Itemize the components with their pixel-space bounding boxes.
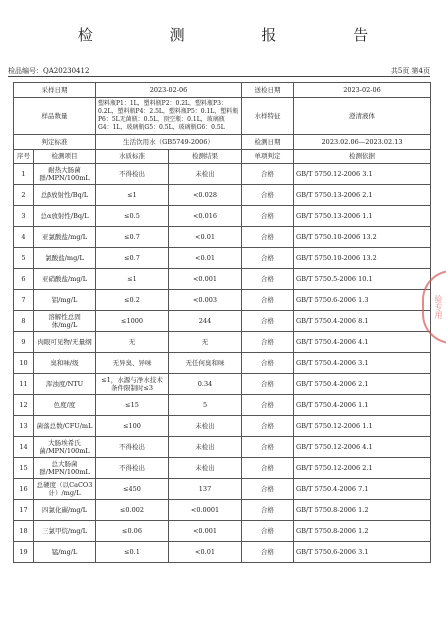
row-result: 无 <box>169 332 242 353</box>
row-item: 色度/度 <box>34 395 96 416</box>
row-method: GB/T 5750.13-2006 1.1 <box>294 206 431 227</box>
row-standard: ≤0.002 <box>96 500 169 521</box>
row-item: 亚氯酸盐/mg/L <box>34 227 96 248</box>
row-result: 244 <box>169 311 242 332</box>
column-header-row <box>14 150 431 164</box>
row-result: <0.001 <box>169 269 242 290</box>
row-standard: 不得检出 <box>96 458 169 479</box>
row-item: 菌落总数/CFU/mL <box>34 416 96 437</box>
sample-qty-value: 塑料瓶P1：1L，塑料瓶P2：0.2L，塑料瓶P3：0.2L，塑料瓶P4：2.5L，塑料瓶P5：0.1L，塑料瓶P6：5L无菌瓶：0.5L，顶空瓶：0.1L，玻璃瓶G4：1L，玻璃瓶G5：0.5L，玻璃瓶G6：0.5L <box>96 98 242 135</box>
table-row <box>14 479 431 500</box>
info-row-standard <box>14 135 431 150</box>
row-standard: ≤1000 <box>96 311 169 332</box>
table-row <box>14 227 431 248</box>
row-result: <0.0001 <box>169 500 242 521</box>
table-row <box>14 185 431 206</box>
row-no: 3 <box>14 206 34 227</box>
row-method: GB/T 5750.5-2006 10.1 <box>294 269 431 290</box>
row-verdict: 合格 <box>242 269 294 290</box>
row-no: 14 <box>14 437 34 458</box>
row-no: 6 <box>14 269 34 290</box>
row-no: 19 <box>14 542 34 563</box>
page-indicator: 共5页 第4页 <box>390 67 430 75</box>
row-no: 5 <box>14 248 34 269</box>
row-method: GB/T 5750.4-2006 4.1 <box>294 332 431 353</box>
table-row <box>14 164 431 185</box>
row-method: GB/T 5750.6-2006 1.3 <box>294 290 431 311</box>
row-item: 三氯甲烷/mg/L <box>34 521 96 542</box>
table-row <box>14 248 431 269</box>
row-item: 氯酸盐/mg/L <box>34 248 96 269</box>
row-result: 未检出 <box>169 458 242 479</box>
row-verdict: 合格 <box>242 542 294 563</box>
seal-text: 验专用 <box>434 295 443 319</box>
row-method: GB/T 5750.12-2006 2.1 <box>294 458 431 479</box>
row-verdict: 合格 <box>242 458 294 479</box>
row-verdict: 合格 <box>242 374 294 395</box>
table-row <box>14 542 431 563</box>
row-method: GB/T 5750.4-2006 7.1 <box>294 479 431 500</box>
row-item: 耐热大肠菌群/MPN/100mL <box>34 164 96 185</box>
row-no: 8 <box>14 311 34 332</box>
row-verdict: 合格 <box>242 227 294 248</box>
sample-number: 检品编号：QA20230412 <box>8 67 90 75</box>
row-no: 15 <box>14 458 34 479</box>
row-result: <0.01 <box>169 542 242 563</box>
row-method: GB/T 5750.12-2006 3.1 <box>294 164 431 185</box>
row-verdict: 合格 <box>242 206 294 227</box>
row-standard: ≤0.06 <box>96 521 169 542</box>
row-verdict: 合格 <box>242 185 294 206</box>
info-row-dates <box>14 83 431 98</box>
row-standard: 不得检出 <box>96 437 169 458</box>
row-standard: ≤450 <box>96 479 169 500</box>
row-result: <0.01 <box>169 248 242 269</box>
row-method: GB/T 5750.6-2006 3.1 <box>294 542 431 563</box>
row-method: GB/T 5750.4-2006 2.1 <box>294 374 431 395</box>
row-verdict: 合格 <box>242 353 294 374</box>
row-standard: ≤15 <box>96 395 169 416</box>
row-result: 未检出 <box>169 164 242 185</box>
row-method: GB/T 5750.12-2006 4.1 <box>294 437 431 458</box>
sampling-date-label: 采样日期 <box>14 83 96 98</box>
info-row-sample <box>14 98 431 135</box>
row-result: <0.028 <box>169 185 242 206</box>
row-no: 9 <box>14 332 34 353</box>
row-result: <0.016 <box>169 206 242 227</box>
row-no: 10 <box>14 353 34 374</box>
row-method: GB/T 5750.10-2006 13.2 <box>294 248 431 269</box>
row-standard: 不得检出 <box>96 164 169 185</box>
row-verdict: 合格 <box>242 500 294 521</box>
row-item: 浑浊度/NTU <box>34 374 96 395</box>
row-item: 总硬度（以CaCO3计）/mg/L <box>34 479 96 500</box>
row-method: GB/T 5750.4-2006 1.1 <box>294 395 431 416</box>
row-no: 16 <box>14 479 34 500</box>
row-verdict: 合格 <box>242 395 294 416</box>
sample-feature-value: 澄清液体 <box>294 98 431 135</box>
row-no: 2 <box>14 185 34 206</box>
row-standard: ≤0.5 <box>96 206 169 227</box>
row-standard: ≤100 <box>96 416 169 437</box>
report-table <box>13 82 431 563</box>
row-verdict: 合格 <box>242 479 294 500</box>
header-divider <box>8 76 430 77</box>
row-no: 12 <box>14 395 34 416</box>
col-header-no: 序号 <box>14 150 34 164</box>
row-standard: ≤1 <box>96 269 169 290</box>
row-item: 总β放射性/Bq/L <box>34 185 96 206</box>
row-verdict: 合格 <box>242 248 294 269</box>
table-row <box>14 458 431 479</box>
table-row <box>14 353 431 374</box>
row-result: <0.001 <box>169 521 242 542</box>
standard-value: 生活饮用水（GB5749-2006） <box>96 135 242 150</box>
row-verdict: 合格 <box>242 164 294 185</box>
row-no: 17 <box>14 500 34 521</box>
row-standard: ≤1，水源与净水技术条件限制时≤3 <box>96 374 169 395</box>
table-row <box>14 374 431 395</box>
row-item: 总大肠菌群/MPN/100mL <box>34 458 96 479</box>
standard-label: 判定标准 <box>14 135 96 150</box>
row-verdict: 合格 <box>242 311 294 332</box>
table-row <box>14 416 431 437</box>
row-no: 4 <box>14 227 34 248</box>
col-header-standard: 水质标准 <box>96 150 169 164</box>
row-item: 大肠埃希氏菌/MPN/100mL <box>34 437 96 458</box>
row-standard: 无异臭、异味 <box>96 353 169 374</box>
report-title: 检 测 报 告 <box>77 26 405 44</box>
row-verdict: 合格 <box>242 521 294 542</box>
row-method: GB/T 5750.12-2006 1.1 <box>294 416 431 437</box>
row-no: 18 <box>14 521 34 542</box>
table-row <box>14 395 431 416</box>
delivery-date-label: 送检日期 <box>242 83 294 98</box>
row-item: 溶解性总固体/mg/L <box>34 311 96 332</box>
row-standard: ≤0.7 <box>96 248 169 269</box>
row-no: 1 <box>14 164 34 185</box>
test-date-value: 2023.02.06—2023.02.13 <box>294 135 431 150</box>
row-result: 无任何臭和味 <box>169 353 242 374</box>
row-no: 13 <box>14 416 34 437</box>
row-item: 总α放射性/Bq/L <box>34 206 96 227</box>
sample-feature-label: 水样特征 <box>242 98 294 135</box>
row-verdict: 合格 <box>242 290 294 311</box>
row-standard: 无 <box>96 332 169 353</box>
table-row <box>14 437 431 458</box>
col-header-result: 检测结果 <box>169 150 242 164</box>
row-item: 肉眼可见物/无量纲 <box>34 332 96 353</box>
row-item: 铝/mg/L <box>34 290 96 311</box>
sample-qty-label: 样品数量 <box>14 98 96 135</box>
row-result: 0.34 <box>169 374 242 395</box>
row-standard: ≤0.2 <box>96 290 169 311</box>
row-method: GB/T 5750.4-2006 8.1 <box>294 311 431 332</box>
col-header-method: 检测依据 <box>294 150 431 164</box>
row-item: 亚硝酸盐/mg/L <box>34 269 96 290</box>
delivery-date-value: 2023-02-06 <box>294 83 431 98</box>
test-date-label: 检测日期 <box>242 135 294 150</box>
row-no: 11 <box>14 374 34 395</box>
col-header-verdict: 单项判定 <box>242 150 294 164</box>
row-result: 137 <box>169 479 242 500</box>
table-row <box>14 290 431 311</box>
row-result: 未检出 <box>169 437 242 458</box>
row-standard: ≤1 <box>96 185 169 206</box>
table-row <box>14 521 431 542</box>
row-result: <0.003 <box>169 290 242 311</box>
sampling-date-value: 2023-02-06 <box>96 83 242 98</box>
row-verdict: 合格 <box>242 437 294 458</box>
row-standard: ≤0.7 <box>96 227 169 248</box>
row-item: 臭和味/级 <box>34 353 96 374</box>
row-method: GB/T 5750.10-2006 13.2 <box>294 227 431 248</box>
row-method: GB/T 5750.8-2006 1.2 <box>294 521 431 542</box>
row-item: 四氯化碳/mg/L <box>34 500 96 521</box>
row-result: <0.01 <box>169 227 242 248</box>
row-method: GB/T 5750.4-2006 3.1 <box>294 353 431 374</box>
row-method: GB/T 5750.13-2006 2.1 <box>294 185 431 206</box>
row-method: GB/T 5750.8-2006 1.2 <box>294 500 431 521</box>
row-result: 5 <box>169 395 242 416</box>
col-header-item: 检测项目 <box>34 150 96 164</box>
table-row <box>14 500 431 521</box>
row-verdict: 合格 <box>242 416 294 437</box>
row-item: 锰/mg/L <box>34 542 96 563</box>
table-row <box>14 332 431 353</box>
row-verdict: 合格 <box>242 332 294 353</box>
row-no: 7 <box>14 290 34 311</box>
row-standard: ≤0.1 <box>96 542 169 563</box>
table-row <box>14 269 431 290</box>
table-row <box>14 206 431 227</box>
table-row <box>14 311 431 332</box>
row-result: 未检出 <box>169 416 242 437</box>
